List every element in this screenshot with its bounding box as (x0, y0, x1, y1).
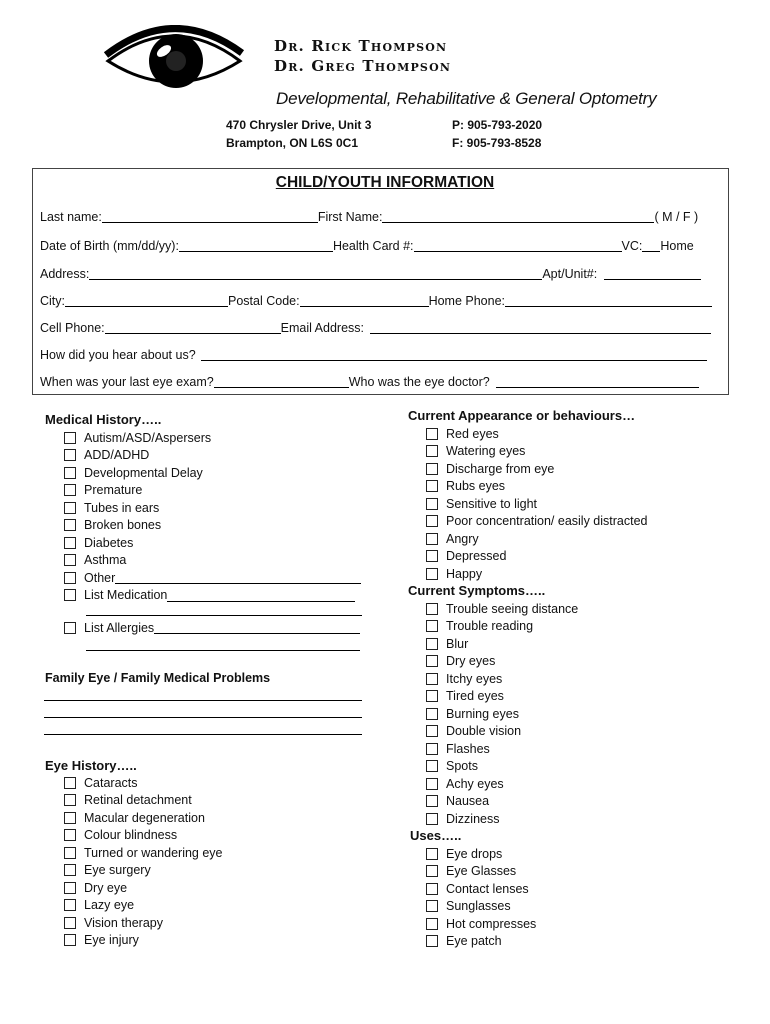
symptom-item[interactable] (426, 723, 578, 741)
symptom-item[interactable] (426, 705, 578, 723)
item-label: Vision therapy (84, 915, 163, 930)
apt-label: Apt/Unit#: (542, 267, 598, 281)
medical-item[interactable] (64, 534, 361, 552)
appearance-list (426, 425, 648, 583)
uses-heading: Uses….. (410, 828, 462, 843)
item-label: Sensitive to light (446, 496, 538, 511)
dob-field[interactable] (179, 238, 333, 252)
symptom-item[interactable] (426, 688, 578, 706)
family-line-3[interactable] (44, 734, 362, 735)
eye-history-item[interactable] (64, 809, 223, 827)
item-label: Tired eyes (446, 689, 504, 704)
gender-options[interactable]: ( M / F ) (654, 210, 699, 224)
postal-code-label: Postal Code: (228, 294, 300, 308)
checkbox[interactable] (64, 812, 76, 824)
checkbox[interactable] (426, 760, 438, 772)
allergies-line[interactable] (86, 650, 360, 651)
item-label: Macular degeneration (84, 810, 205, 825)
eye-history-item[interactable] (64, 792, 223, 810)
item-label: Depressed (446, 549, 507, 564)
checkbox[interactable] (64, 622, 76, 634)
allergies-field[interactable] (154, 621, 360, 634)
cell-phone-label: Cell Phone: (40, 321, 105, 335)
eye-history-heading: Eye History….. (45, 758, 137, 773)
uses-item[interactable] (426, 863, 536, 881)
city-row (40, 292, 712, 310)
checkbox[interactable] (64, 572, 76, 584)
item-label: Tubes in ears (84, 500, 160, 515)
last-name-label: Last name: (40, 210, 102, 224)
checkbox[interactable] (64, 882, 76, 894)
checkbox[interactable] (426, 655, 438, 667)
checkbox[interactable] (426, 900, 438, 912)
address-label: Address: (40, 267, 90, 281)
item-label: Watering eyes (446, 444, 526, 459)
referral-field[interactable] (201, 347, 707, 361)
appearance-item[interactable] (426, 565, 648, 583)
city-label: City: (40, 294, 65, 308)
item-label: ADD/ADHD (84, 448, 150, 463)
checkbox[interactable] (426, 795, 438, 807)
checkbox[interactable] (64, 934, 76, 946)
item-label: Premature (84, 483, 143, 498)
item-label: Flashes (446, 741, 490, 756)
checkbox[interactable] (64, 519, 76, 531)
eye-history-item[interactable] (64, 914, 223, 932)
uses-item[interactable] (426, 845, 536, 863)
checkbox[interactable] (426, 515, 438, 527)
checkbox[interactable] (64, 864, 76, 876)
name-row (40, 208, 698, 226)
list-allergies-item[interactable] (64, 619, 360, 637)
item-label: Double vision (446, 724, 522, 739)
item-label: Contact lenses (446, 881, 529, 896)
eye-history-item[interactable] (64, 897, 223, 915)
item-label: Angry (446, 531, 479, 546)
medical-item[interactable] (64, 429, 361, 447)
appearance-item[interactable] (426, 425, 648, 443)
item-label: Burning eyes (446, 706, 519, 721)
cell-row (40, 319, 711, 337)
item-label: Eye injury (84, 933, 139, 948)
checkbox[interactable] (64, 537, 76, 549)
checkbox[interactable] (426, 498, 438, 510)
symptom-item[interactable] (426, 740, 578, 758)
item-label: Sunglasses (446, 899, 511, 914)
item-label: Cataracts (84, 775, 138, 790)
medical-item-other[interactable] (64, 569, 361, 587)
dob-label: Date of Birth (mm/dd/yy): (40, 239, 179, 253)
checkbox[interactable] (426, 935, 438, 947)
checkbox[interactable] (64, 502, 76, 514)
family-line-1[interactable] (44, 700, 362, 701)
item-label: Achy eyes (446, 776, 504, 791)
item-label: Hot compresses (446, 916, 537, 931)
appearance-item[interactable] (426, 495, 648, 513)
eye-history-item[interactable] (64, 862, 223, 880)
appearance-item[interactable] (426, 513, 648, 531)
checkbox[interactable] (426, 690, 438, 702)
uses-item[interactable] (426, 880, 536, 898)
checkbox[interactable] (64, 432, 76, 444)
checkbox[interactable] (426, 778, 438, 790)
vc-label: VC: (621, 239, 643, 253)
appearance-item[interactable] (426, 478, 648, 496)
health-card-field[interactable] (414, 238, 622, 252)
item-label: Developmental Delay (84, 465, 203, 480)
symptom-item[interactable] (426, 810, 578, 828)
appearance-item[interactable] (426, 443, 648, 461)
checkbox[interactable] (426, 918, 438, 930)
postal-code-field[interactable] (300, 293, 429, 307)
address-field[interactable] (89, 266, 542, 280)
item-label: Lazy eye (84, 898, 135, 913)
list-medication-item[interactable] (64, 587, 361, 605)
medication-line[interactable] (86, 615, 362, 616)
checkbox[interactable] (64, 847, 76, 859)
item-label: Red eyes (446, 426, 499, 441)
checkbox[interactable] (426, 620, 438, 632)
checkbox[interactable] (426, 603, 438, 615)
form-title: CHILD/YOUTH INFORMATION (275, 174, 495, 191)
checkbox[interactable] (64, 794, 76, 806)
checkbox[interactable] (426, 883, 438, 895)
medical-item[interactable] (64, 499, 361, 517)
medication-field[interactable] (167, 589, 355, 602)
medical-history-heading: Medical History….. (45, 412, 162, 427)
phone-number: P: 905-793-2020 (452, 118, 543, 132)
checkbox[interactable] (426, 743, 438, 755)
address-row (40, 265, 701, 283)
uses-list (426, 845, 536, 950)
checkbox[interactable] (426, 445, 438, 457)
appearance-heading: Current Appearance or behaviours… (408, 408, 636, 423)
symptom-item[interactable] (426, 670, 578, 688)
uses-item[interactable] (426, 898, 536, 916)
checkbox[interactable] (64, 589, 76, 601)
email-field[interactable] (370, 320, 711, 334)
last-exam-row (40, 373, 699, 391)
uses-item[interactable] (426, 915, 536, 933)
item-label: Eye drops (446, 846, 503, 861)
item-label: Discharge from eye (446, 461, 555, 476)
item-label: Spots (446, 759, 478, 774)
eye-history-item[interactable] (64, 774, 223, 792)
symptom-item[interactable] (426, 635, 578, 653)
checkbox[interactable] (64, 467, 76, 479)
dob-row (40, 237, 694, 255)
eye-history-item[interactable] (64, 827, 223, 845)
checkbox[interactable] (426, 533, 438, 545)
fax-number: F: 905-793-8528 (452, 136, 542, 150)
symptom-item[interactable] (426, 793, 578, 811)
item-label: Broken bones (84, 518, 162, 533)
checkbox[interactable] (426, 638, 438, 650)
last-exam-field[interactable] (214, 374, 349, 388)
checkbox[interactable] (64, 449, 76, 461)
checkbox[interactable] (426, 865, 438, 877)
item-label: Dizziness (446, 811, 500, 826)
first-name-field[interactable] (382, 209, 654, 223)
checkbox[interactable] (426, 848, 438, 860)
item-label: Poor concentration/ easily distracted (446, 514, 648, 529)
item-label: Other (84, 570, 116, 585)
item-label: Diabetes (84, 535, 134, 550)
eye-history-item[interactable] (64, 844, 223, 862)
checkbox[interactable] (64, 917, 76, 929)
medical-item[interactable] (64, 517, 361, 535)
symptom-item[interactable] (426, 758, 578, 776)
item-label: Colour blindness (84, 828, 178, 843)
checkbox[interactable] (426, 428, 438, 440)
apt-field[interactable] (604, 266, 701, 280)
item-label: Nausea (446, 794, 490, 809)
family-history-heading: Family Eye / Family Medical Problems (45, 671, 271, 685)
medical-item[interactable] (64, 482, 361, 500)
practice-tagline: Developmental, Rehabilitative & General Optometry (276, 89, 657, 108)
home-phone-label: Home Phone: (428, 294, 506, 308)
checkbox[interactable] (64, 829, 76, 841)
item-label: Asthma (84, 553, 127, 568)
doctor-name-1: Dr. Rick Thompson (274, 37, 448, 55)
medical-item[interactable] (64, 552, 361, 570)
symptoms-list (426, 600, 578, 828)
checkbox[interactable] (426, 463, 438, 475)
family-line-2[interactable] (44, 717, 362, 718)
health-card-label: Health Card #: (332, 239, 414, 253)
checkbox[interactable] (426, 708, 438, 720)
cell-phone-field[interactable] (105, 320, 281, 334)
email-label: Email Address: (280, 321, 364, 335)
allergies-list (64, 619, 360, 637)
checkbox[interactable] (426, 813, 438, 825)
item-label: Eye surgery (84, 863, 151, 878)
home-label: Home (660, 239, 694, 253)
medical-item[interactable] (64, 447, 361, 465)
checkbox[interactable] (426, 673, 438, 685)
eye-history-item[interactable] (64, 879, 223, 897)
symptom-item[interactable] (426, 600, 578, 618)
item-label: Trouble reading (446, 619, 534, 634)
item-label: Happy (446, 566, 483, 581)
item-label: List Medication (84, 588, 168, 603)
symptom-item[interactable] (426, 775, 578, 793)
other-field[interactable] (115, 571, 361, 584)
item-label: Dry eye (84, 880, 128, 895)
item-label: Retinal detachment (84, 793, 192, 808)
eye-history-list (64, 774, 223, 949)
last-name-field[interactable] (102, 209, 318, 223)
appearance-item[interactable] (426, 460, 648, 478)
medical-item[interactable] (64, 464, 361, 482)
address-line-2: Brampton, ON L6S 0C1 (226, 136, 359, 150)
item-label: Itchy eyes (446, 671, 503, 686)
checkbox[interactable] (64, 777, 76, 789)
eye-logo-icon (104, 25, 244, 95)
vc-field[interactable] (642, 238, 660, 252)
doctor-name-2: Dr. Greg Thompson (274, 57, 452, 75)
appearance-item[interactable] (426, 530, 648, 548)
item-label: List Allergies (84, 620, 155, 635)
item-label: Eye patch (446, 934, 502, 949)
checkbox[interactable] (426, 550, 438, 562)
checkbox[interactable] (426, 568, 438, 580)
symptom-item[interactable] (426, 618, 578, 636)
checkbox[interactable] (426, 725, 438, 737)
last-exam-label: When was your last eye exam? (40, 375, 214, 389)
appearance-item[interactable] (426, 548, 648, 566)
item-label: Autism/ASD/Aspersers (84, 430, 212, 445)
checkbox[interactable] (64, 554, 76, 566)
home-phone-field[interactable] (505, 293, 712, 307)
referral-label: How did you hear about us? (40, 348, 196, 362)
symptom-item[interactable] (426, 653, 578, 671)
referral-row (40, 346, 707, 364)
address-line-1: 470 Chrysler Drive, Unit 3 (226, 118, 372, 132)
city-field[interactable] (65, 293, 228, 307)
medical-history-list (64, 429, 361, 604)
eye-history-item[interactable] (64, 932, 223, 950)
checkbox[interactable] (64, 484, 76, 496)
item-label: Trouble seeing distance (446, 601, 579, 616)
item-label: Turned or wandering eye (84, 845, 223, 860)
eye-doctor-field[interactable] (496, 374, 699, 388)
symptoms-heading: Current Symptoms….. (408, 583, 546, 598)
first-name-label: First Name: (317, 210, 383, 224)
eye-doctor-label: Who was the eye doctor? (348, 375, 490, 389)
item-label: Eye Glasses (446, 864, 517, 879)
uses-item[interactable] (426, 933, 536, 951)
item-label: Rubs eyes (446, 479, 506, 494)
item-label: Blur (446, 636, 469, 651)
item-label: Dry eyes (446, 654, 496, 669)
checkbox[interactable] (64, 899, 76, 911)
checkbox[interactable] (426, 480, 438, 492)
